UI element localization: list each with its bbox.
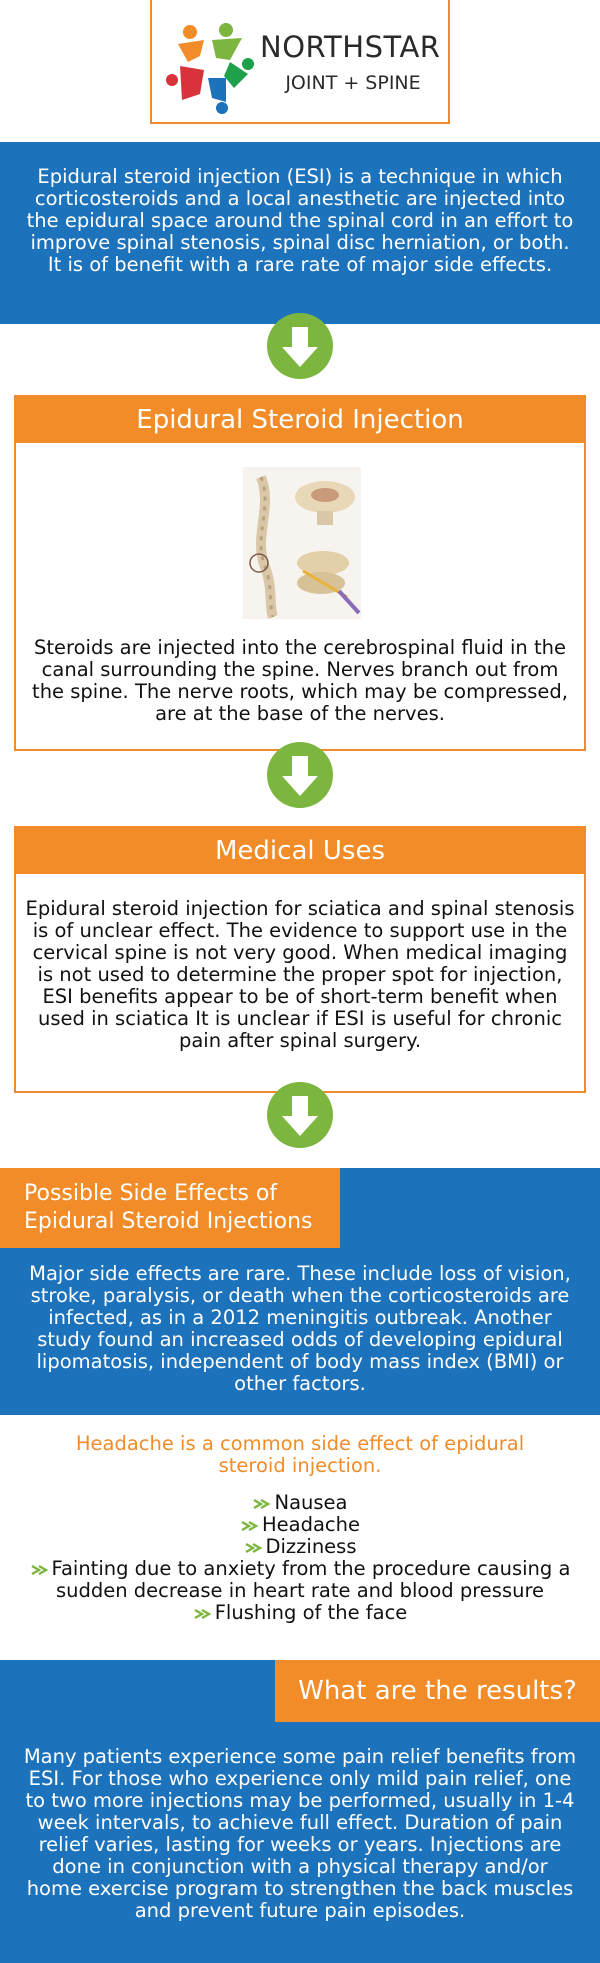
list-item-label: Flushing of the face bbox=[214, 1601, 408, 1624]
chevron-right-bullet-icon bbox=[30, 1564, 50, 1576]
headache-note: Headache is a common side effect of epidural steroid injection. bbox=[75, 1432, 525, 1477]
logo-tagline: JOINT + SPINE bbox=[285, 72, 421, 94]
section-esi-title: Epidural Steroid Injection bbox=[16, 397, 584, 443]
spine-illustration bbox=[243, 467, 361, 619]
chevron-right-bullet-icon bbox=[240, 1520, 260, 1532]
down-arrow-circle-icon bbox=[267, 742, 333, 808]
list-item bbox=[14, 1558, 586, 1602]
list-item-label: Nausea bbox=[274, 1491, 348, 1514]
list-item bbox=[14, 1602, 586, 1624]
list-item bbox=[14, 1514, 586, 1536]
side-effects-title bbox=[0, 1168, 340, 1248]
list-item-label: Fainting due to anxiety from the procedure causing a sudden decrease in heart rate and blood pressure bbox=[51, 1557, 571, 1602]
list-item-label: Dizziness bbox=[265, 1535, 357, 1558]
star-figures-logo-icon bbox=[160, 18, 256, 114]
side-effects-list bbox=[14, 1492, 586, 1624]
section-uses-title: Medical Uses bbox=[16, 828, 584, 874]
section-esi-card bbox=[14, 395, 586, 751]
down-arrow-circle-icon bbox=[267, 1082, 333, 1148]
section-uses-card bbox=[14, 826, 586, 1093]
side-effects-title-line1: Possible Side Effects of bbox=[24, 1181, 278, 1206]
results-text: Many patients experience some pain relief benefits from ESI. For those who experience only mild pain relief, one to two more injections may be performed, usually in 1-4 week intervals, to achieve full effect. Duration of pain relief varies, lasting for weeks or years. Injections are done in conjunction with a physical therapy and/or home exercise program to strengthen the back muscles and prevent future pain episodes. bbox=[23, 1745, 577, 1922]
list-item bbox=[14, 1536, 586, 1558]
side-effects-band bbox=[0, 1168, 600, 1415]
logo-name: NORTHSTAR bbox=[260, 30, 441, 64]
list-item-label: Headache bbox=[261, 1513, 360, 1536]
chevron-right-bullet-icon bbox=[252, 1498, 272, 1510]
chevron-right-bullet-icon bbox=[193, 1608, 213, 1620]
intro-text: Epidural steroid injection (ESI) is a technique in which corticosteroids and a local anesthetic are injected into the epidural space around the spinal cord in an effort to improve spinal stenosis, spinal disc herniation, or both. It is of benefit with a rare rate of major side effects. bbox=[26, 165, 574, 276]
side-effects-text: Major side effects are rare. These include loss of vision, stroke, paralysis, or death when the corticosteroids are infected, as in a 2012 meningitis outbreak. Another study found an increased odds of developing epidural lipomatosis, independent of body mass index (BMI) or other factors. bbox=[29, 1262, 571, 1395]
intro-band bbox=[0, 142, 600, 324]
chevron-right-bullet-icon bbox=[244, 1542, 264, 1554]
results-title: What are the results? bbox=[275, 1660, 600, 1722]
section-esi-text: Steroids are injected into the cerebrospinal fluid in the canal surrounding the spine. Nerves branch out from the spine. The nerve roots, which may be compressed, are at the base of the nerves. bbox=[32, 636, 568, 725]
down-arrow-circle-icon bbox=[267, 313, 333, 379]
list-item bbox=[14, 1492, 586, 1514]
results-band bbox=[0, 1660, 600, 1963]
side-effects-title-line2: Epidural Steroid Injections bbox=[24, 1209, 313, 1234]
section-uses-text: Epidural steroid injection for sciatica and spinal stenosis is of unclear effect. The evidence to support use in the cervical spine is not very good. When medical imaging is not used to determine the proper spot for injection, ESI benefits appear to be of short-term benefit when used in sciatica It is unclear if ESI is useful for chronic pain after spinal surgery. bbox=[25, 897, 575, 1052]
logo-header bbox=[150, 0, 450, 124]
